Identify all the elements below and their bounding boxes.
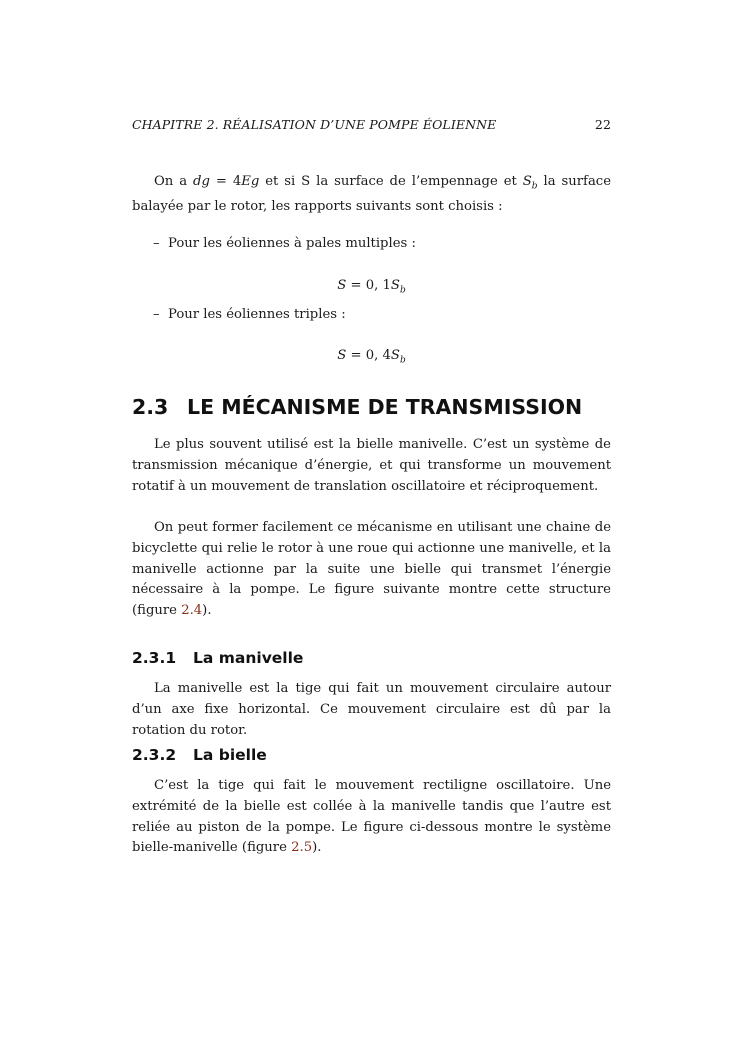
- equation-triple-blades: S = 0, $4S_b$: [337, 348, 406, 366]
- math-sb: $S_b$: [522, 174, 538, 192]
- section-paragraph-1: Le plus souvent utilisé est la bielle manivelle. C’est un système de transmission mécanique d’énergie, et qui transforme un mouvement rotatif à un mouvement de translation oscillatoire et réciproquement.: [132, 437, 611, 494]
- subsection-number: 2.3.1: [132, 649, 177, 667]
- section-heading: [132, 394, 611, 420]
- math-dg: dg: [193, 174, 210, 189]
- page-number: 22: [594, 117, 611, 132]
- figure-reference-link[interactable]: 2.4: [181, 603, 203, 619]
- equation-multiple-blades: S = 0, $1S_b$: [337, 278, 406, 296]
- intro-paragraph: On a dg = 4Eg et si S la surface de l’empennage et $S_b$ la surface balayée par le rotor, les rapports suivants sont choisis :: [132, 174, 611, 215]
- subsection-heading-bielle: [132, 745, 611, 765]
- subsection-title: La bielle: [193, 746, 267, 764]
- section-title: LE MÉCANISME DE TRANSMISSION: [187, 395, 583, 419]
- figure-reference-link[interactable]: 2.5: [291, 840, 313, 856]
- subsection-number: 2.3.2: [132, 746, 177, 764]
- running-header: [132, 117, 611, 135]
- chapter-title: CHAPITRE 2. RÉALISATION D’UNE POMPE ÉOLIENNE: [132, 117, 497, 132]
- subsection-heading-manivelle: [132, 648, 611, 668]
- list-item: – Pour les éoliennes à pales multiples :: [153, 236, 416, 251]
- bielle-paragraph: C’est la tige qui fait le mouvement rectiligne oscillatoire. Une extrémité de la bielle est collée à la manivelle tandis que l’autre est reliée au piston de la pompe. Le figure ci-dessous montre le système bielle-manivelle (figure 2.5).: [132, 778, 611, 856]
- manivelle-paragraph: La manivelle est la tige qui fait un mouvement circulaire autour d’un axe fixe horizontal. Ce mouvement circulaire est dû par la rotation du rotor.: [132, 681, 611, 738]
- math-eg: Eg: [241, 174, 260, 189]
- section-paragraph-2: On peut former facilement ce mécanisme en utilisant une chaine de bicyclette qui relie le rotor à une roue qui actionne une manivelle, et la manivelle actionne par la suite une bielle qui transmet l’énergie nécessaire à la pompe. Le figure suivante montre cette structure (figure 2.4).: [132, 520, 611, 619]
- section-number: 2.3: [132, 395, 169, 419]
- subsection-title: La manivelle: [193, 649, 304, 667]
- list-item: – Pour les éoliennes triples :: [153, 307, 346, 322]
